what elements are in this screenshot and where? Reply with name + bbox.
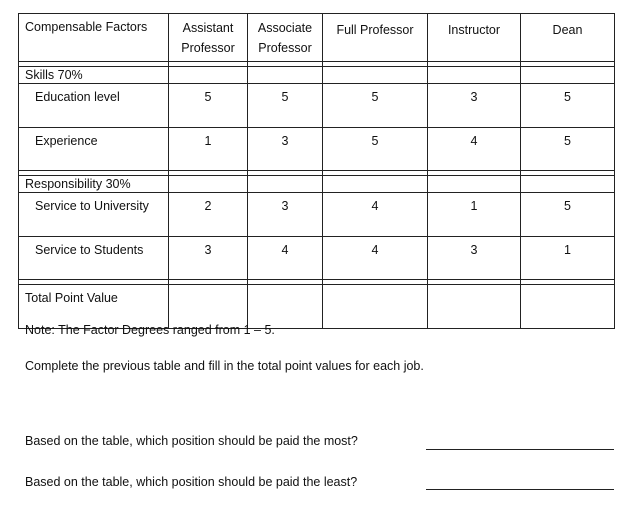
empty-cell	[169, 176, 248, 193]
answer-line-most	[426, 449, 614, 450]
empty-cell	[428, 176, 521, 193]
empty-cell	[323, 176, 428, 193]
total-cell	[428, 285, 521, 329]
value-cell: 5	[521, 193, 615, 237]
empty-cell	[521, 176, 615, 193]
compensable-factors-table	[18, 13, 615, 329]
empty-cell	[248, 67, 323, 84]
question-most-paid: Based on the table, which position should be paid the most?	[25, 434, 358, 448]
note-text: Note: The Factor Degrees ranged from 1 – 5.	[25, 323, 275, 337]
instruction-text: Complete the previous table and fill in the total point values for each job.	[25, 359, 424, 373]
section-row-responsibility	[19, 176, 615, 193]
value-cell: 4	[323, 237, 428, 280]
row-label: Experience	[19, 128, 169, 171]
header-instructor: Instructor	[428, 14, 521, 62]
value-cell: 5	[521, 84, 615, 128]
table-row	[19, 237, 615, 280]
value-cell: 3	[169, 237, 248, 280]
value-cell: 4	[428, 128, 521, 171]
header-line: Professor	[181, 41, 235, 55]
value-cell: 3	[428, 84, 521, 128]
empty-cell	[428, 67, 521, 84]
header-line: Associate	[257, 21, 313, 35]
row-label: Education level	[19, 84, 169, 128]
total-cell	[521, 285, 615, 329]
value-cell: 3	[428, 237, 521, 280]
value-cell: 5	[169, 84, 248, 128]
section-row-skills	[19, 67, 615, 84]
value-cell: 2	[169, 193, 248, 237]
header-line: Professor	[258, 41, 312, 55]
question-least-paid: Based on the table, which position should be paid the least?	[25, 475, 358, 489]
value-cell: 1	[521, 237, 615, 280]
value-cell: 3	[248, 128, 323, 171]
table-row	[19, 128, 615, 171]
total-label: Total Point Value	[19, 285, 169, 329]
empty-cell	[521, 67, 615, 84]
table-row	[19, 193, 615, 237]
header-line: Assistant	[182, 21, 234, 35]
value-cell: 5	[248, 84, 323, 128]
header-dean: Dean	[521, 14, 615, 62]
value-cell: 3	[248, 193, 323, 237]
value-cell: 5	[521, 128, 615, 171]
answer-line-least	[426, 489, 614, 490]
table-header-row	[19, 14, 615, 62]
empty-cell	[323, 67, 428, 84]
header-associate-professor	[248, 14, 323, 62]
table-row	[19, 84, 615, 128]
row-label: Service to Students	[19, 237, 169, 280]
value-cell: 4	[248, 237, 323, 280]
value-cell: 4	[323, 193, 428, 237]
empty-cell	[169, 67, 248, 84]
header-compensable-factors: Compensable Factors	[19, 14, 169, 62]
value-cell: 1	[169, 128, 248, 171]
empty-cell	[248, 176, 323, 193]
header-full-professor: Full Professor	[323, 14, 428, 62]
value-cell: 5	[323, 84, 428, 128]
value-cell: 1	[428, 193, 521, 237]
section-label: Skills 70%	[19, 67, 169, 84]
row-label: Service to University	[19, 193, 169, 237]
total-cell	[323, 285, 428, 329]
value-cell: 5	[323, 128, 428, 171]
header-assistant-professor	[169, 14, 248, 62]
section-label: Responsibility 30%	[19, 176, 169, 193]
